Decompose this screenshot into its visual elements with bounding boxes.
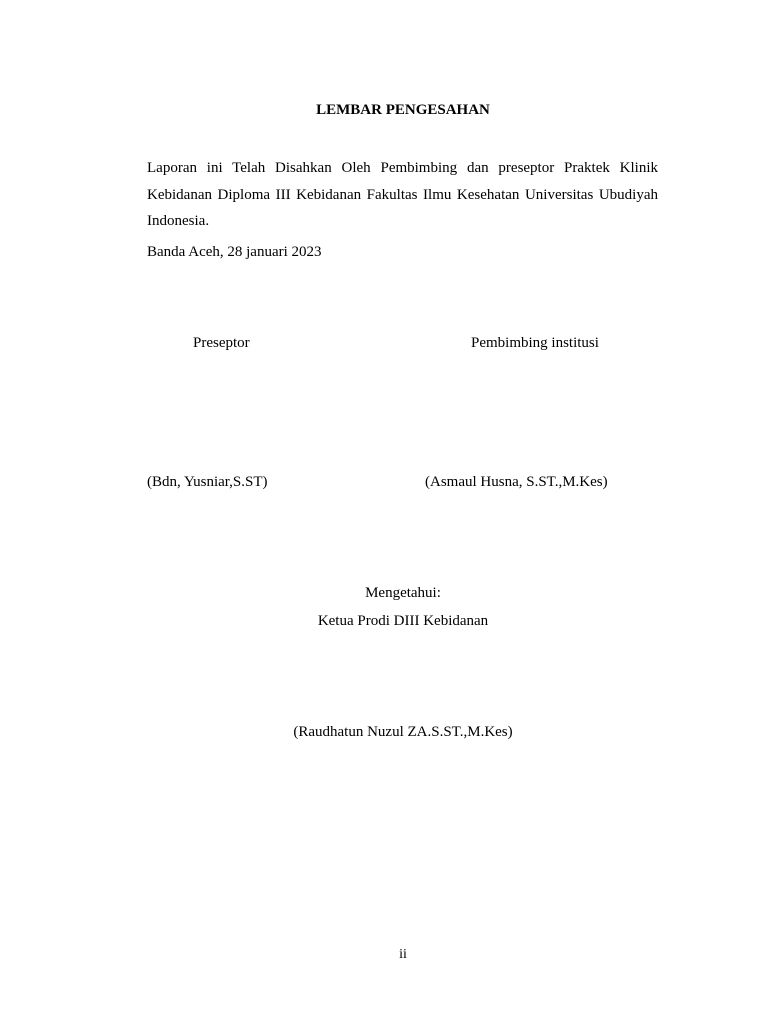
approval-paragraph: Laporan ini Telah Disahkan Oleh Pembimbing dan preseptor Praktek Klinik Kebidanan Diploma III Kebidanan Fakultas Ilmu Kesehatan Universitas Ubudiyah Indonesia. (147, 160, 658, 229)
acknowledgement-label: Mengetahui: (365, 585, 441, 601)
acknowledgement-position: Ketua Prodi DIII Kebidanan (317, 613, 489, 629)
signatory-left-role: Preseptor (193, 335, 250, 351)
page-number: ii (399, 947, 407, 962)
signatory-right-role: Pembimbing institusi (471, 335, 599, 351)
signatory-right-name: (Asmaul Husna, S.ST.,M.Kes) (425, 474, 608, 490)
signatory-left-name: (Bdn, Yusniar,S.ST) (147, 474, 268, 490)
acknowledgement-name: (Raudhatun Nuzul ZA.S.ST.,M.Kes) (293, 724, 513, 740)
place-date: Banda Aceh, 28 januari 2023 (147, 244, 322, 260)
document-title: LEMBAR PENGESAHAN (316, 102, 490, 118)
